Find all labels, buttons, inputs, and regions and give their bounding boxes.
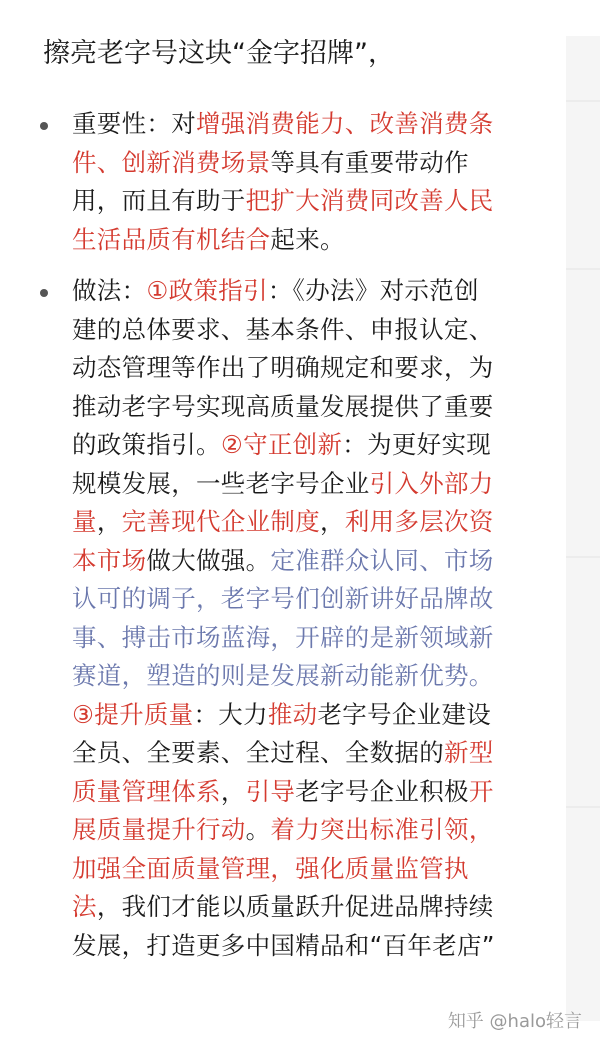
text-run: 用，而且有助于	[72, 186, 246, 215]
highlighted-text-run: 开	[468, 776, 494, 806]
highlighted-text-run: ②守正创新	[220, 430, 343, 459]
highlighted-text-run: 着力突出标准引领，	[270, 815, 494, 844]
text-run: 重要性：对	[72, 109, 196, 138]
highlighted-text-run: 事、搏击市场蓝海，开辟的是新领域新	[72, 622, 494, 652]
highlighted-text-run: 引导	[245, 776, 296, 806]
strip-divider	[566, 100, 600, 102]
text-run: 做大做强。	[146, 545, 271, 575]
text-line	[72, 503, 552, 542]
text-line	[72, 349, 552, 388]
highlighted-text-run: 质量管理体系	[72, 776, 221, 806]
text-run: 的政策指引。	[72, 430, 221, 459]
highlighted-text-run: 量	[72, 507, 97, 536]
text-run: ：为更好实现	[342, 430, 492, 459]
text-line	[72, 696, 552, 735]
text-run: 等具有重要带动作	[270, 147, 469, 177]
text-line	[72, 465, 552, 504]
highlighted-text-run: 定准群众认同、市场	[270, 545, 494, 575]
paragraph-heading: 擦亮老字号这块“金字招牌”，	[43, 38, 395, 69]
text-run: ，	[320, 507, 345, 536]
text-line	[72, 580, 552, 619]
text-run: 老字号企业积极	[295, 776, 469, 806]
highlighted-text-run: 增强消费能力、改善消费条	[196, 109, 494, 138]
highlighted-text-run: 赛道，塑造的则是发展新动能新优势。	[72, 661, 494, 690]
text-line	[72, 811, 552, 850]
text-line	[72, 888, 552, 927]
highlighted-text-run: 法	[72, 892, 97, 921]
strip-divider	[566, 806, 600, 808]
text-line	[72, 734, 552, 773]
text-line	[72, 426, 552, 465]
text-run: 规模发展，一些老字号企业	[72, 468, 370, 498]
text-run: 全员、全要素、全过程、全数据的	[72, 738, 444, 767]
text-run: 。	[245, 815, 271, 844]
text-line	[72, 311, 552, 350]
highlighted-text-run: 本市场	[72, 545, 147, 575]
text-run: 老字号企业建设	[317, 699, 492, 729]
highlighted-text-run: 引入外部力	[369, 468, 494, 498]
text-run: 起来。	[270, 224, 345, 254]
text-line	[72, 144, 552, 183]
text-line	[72, 105, 552, 144]
text-line	[72, 657, 552, 696]
text-run: 发展，打造更多中国精品和“百年老店”	[72, 930, 495, 960]
bullet-point-icon	[40, 122, 48, 130]
highlighted-text-run: 利用多层次资	[344, 507, 494, 536]
highlighted-text-run: 加强全面质量管理，强化质量监管执	[72, 853, 469, 883]
highlighted-text-run: 推动	[267, 699, 318, 729]
strip-divider	[566, 556, 600, 558]
text-line	[72, 927, 552, 966]
text-run: ：《办法》对示范创	[267, 276, 479, 305]
text-line	[72, 773, 552, 812]
right-margin-strip	[566, 36, 600, 1021]
text-line	[72, 542, 552, 581]
highlighted-text-run: ①政策指引	[146, 276, 268, 305]
text-line	[72, 272, 552, 311]
text-run: 做法：	[72, 276, 147, 305]
text-run: ：大力	[193, 699, 268, 729]
highlighted-text-run: 生活品质有机结合	[72, 224, 271, 254]
text-line	[72, 182, 552, 221]
highlighted-text-run: 件、创新消费场景	[72, 147, 271, 177]
bullet-approach	[72, 272, 552, 965]
highlighted-text-run: ③提升质量	[72, 699, 194, 729]
text-line	[72, 388, 552, 427]
text-run: ，我们才能以质量跃升促进品牌持续	[96, 892, 494, 921]
text-run: 推动老字号实现高质量发展提供了重要	[72, 391, 494, 421]
highlighted-text-run: 把扩大消费同改善人民	[245, 186, 494, 215]
bullet-point-icon	[40, 289, 48, 297]
highlighted-text-run: 认可的调子，老字号们创新讲好品牌故	[72, 584, 494, 613]
watermark-text: 知乎 @halo轻言	[447, 1011, 582, 1032]
text-run: 动态管理等作出了明确规定和要求，为	[72, 353, 494, 382]
text-line	[72, 619, 552, 658]
highlighted-text-run: 完善现代企业制度	[121, 507, 321, 536]
highlighted-text-run: 展质量提升行动	[72, 815, 246, 844]
text-run: ，	[96, 507, 122, 536]
text-run: 建的总体要求、基本条件、申报认定、	[72, 314, 494, 344]
text-run: ，	[220, 776, 246, 806]
text-line	[72, 850, 552, 889]
text-line	[72, 221, 552, 260]
highlighted-text-run: 新型	[444, 738, 494, 767]
bullet-importance	[72, 105, 552, 259]
strip-divider	[566, 268, 600, 270]
